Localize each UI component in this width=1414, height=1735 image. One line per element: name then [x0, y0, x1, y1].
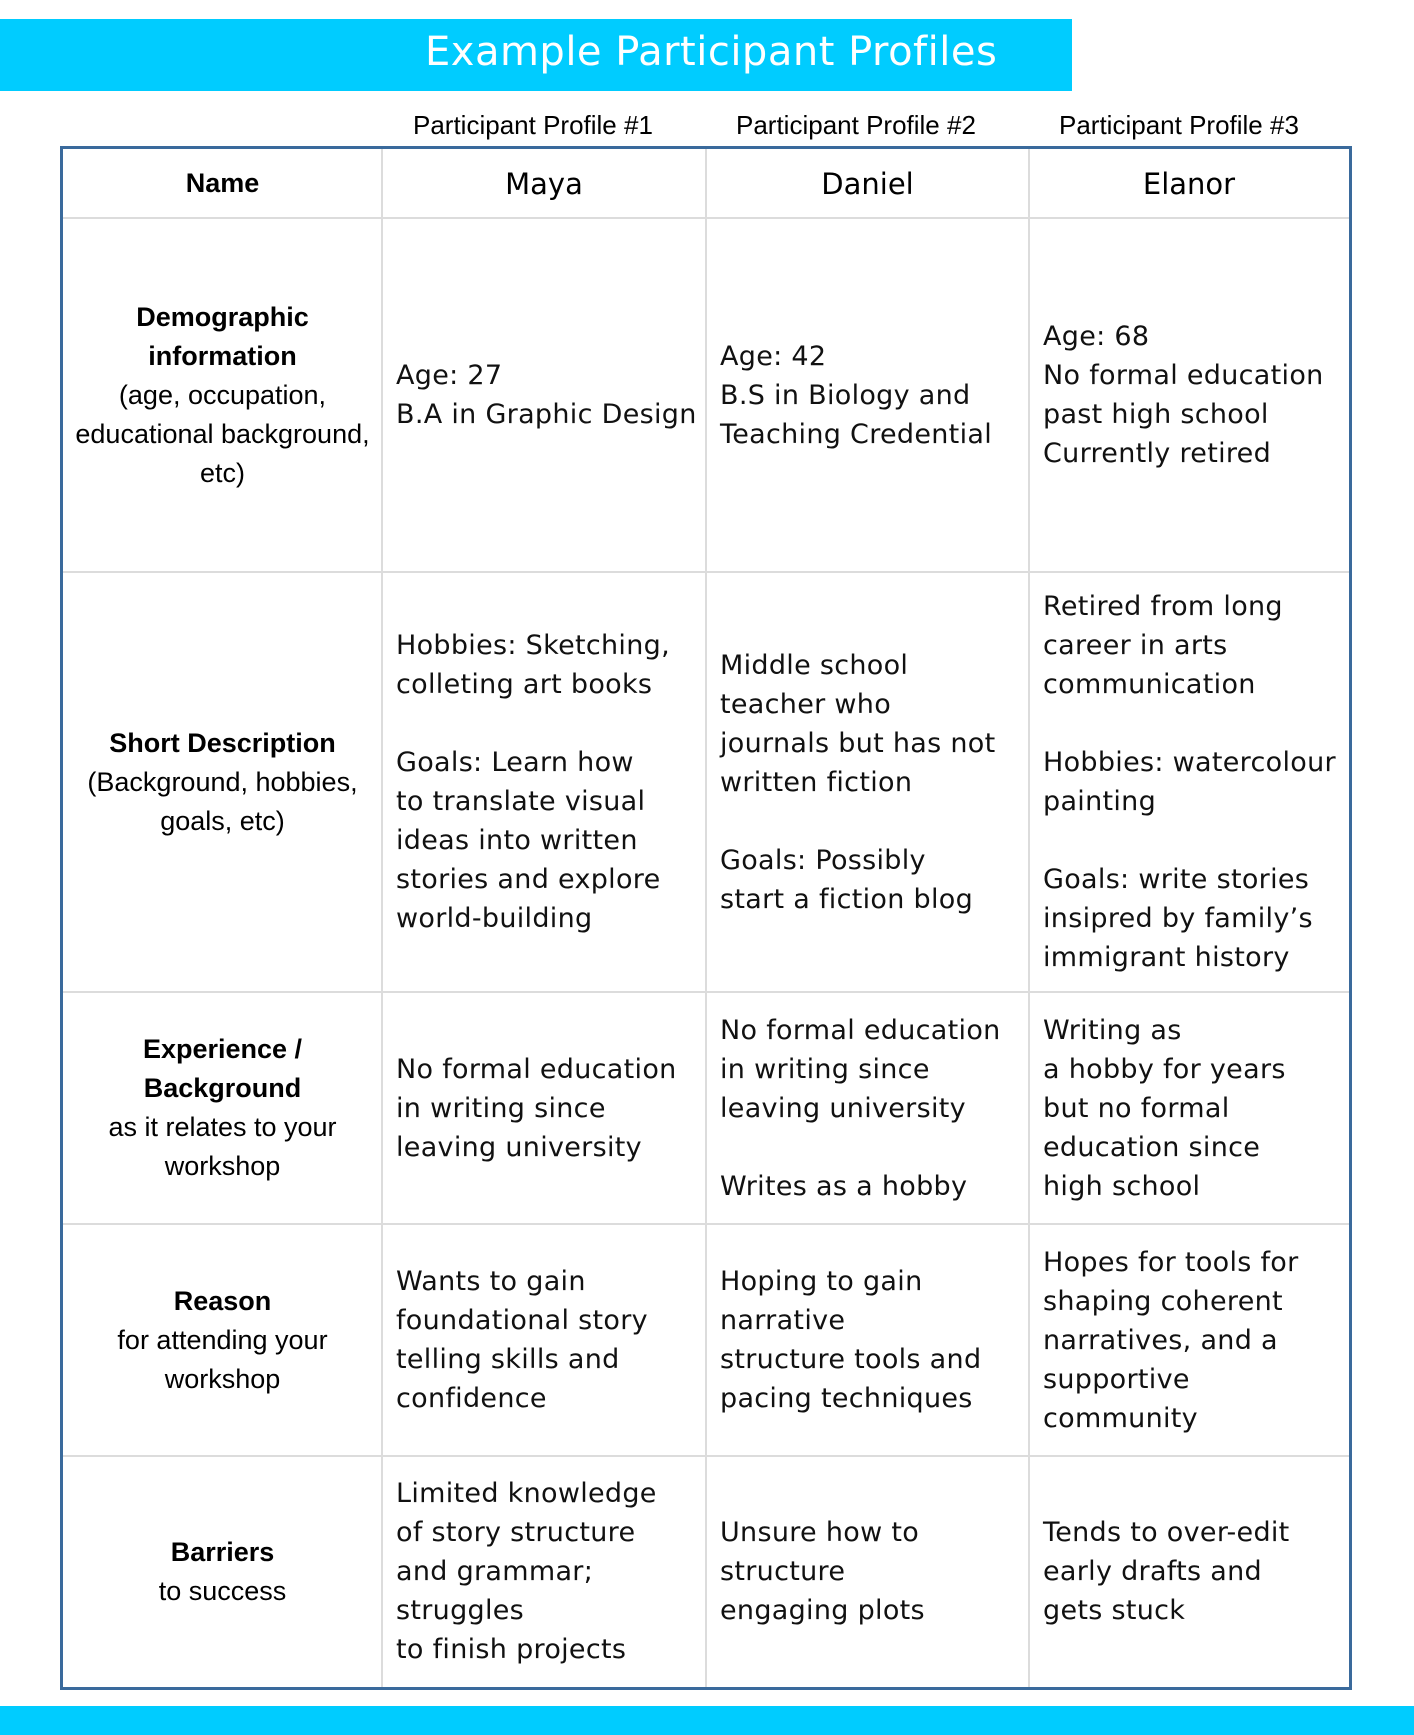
row-label-subtitle: as it relates to your workshop	[108, 1112, 337, 1181]
profile-cell-experience-background-3: Writing as a hobby for years but no formal education since high school	[1043, 1014, 1286, 1202]
profile-cell-demographic-information-3: Age: 68 No formal education past high school Currently retired	[1043, 321, 1324, 469]
row-label-title: Name	[185, 168, 260, 198]
row-label-title: Demographic information	[136, 301, 309, 371]
page-title: Example Participant Profiles	[425, 29, 998, 75]
profile-cell-barriers-to-success-1: Limited knowledge of story structure and grammar; struggles to finish projects	[396, 1478, 657, 1665]
column-header-profile-1: Participant Profile #1	[413, 110, 653, 140]
row-label-subtitle: (age, occupation, educational background, etc)	[75, 379, 370, 488]
profile-cell-experience-background-1: No formal education in writing since leaving university	[396, 1053, 677, 1163]
row-label-experience-background	[63, 992, 382, 1224]
profile-cell-experience-background-2: No formal education in writing since leaving university Writes as a hobby	[720, 1014, 1001, 1202]
row-label-title: Barriers	[170, 1536, 275, 1567]
title-banner	[0, 19, 1072, 91]
profile-cell-short-description-3: Retired from long career in arts communication Hobbies: watercolour painting Goals: write stories insipred by family’s immigrant history	[1043, 591, 1336, 973]
row-label-title: Reason	[173, 1285, 272, 1316]
row-label-short-description	[63, 572, 382, 992]
profile-cell-barriers-to-success-3: Tends to over-edit early drafts and gets stuck	[1043, 1517, 1290, 1626]
row-label-subtitle: (Background, hobbies, goals, etc)	[87, 766, 358, 836]
row-label-demographic-information	[63, 218, 382, 572]
participant-name-1: Maya	[505, 166, 583, 201]
participant-name-3: Elanor	[1142, 166, 1236, 201]
row-label-subtitle: for attending your workshop	[117, 1324, 328, 1394]
participant-name-2: Daniel	[821, 166, 914, 201]
footer-band	[0, 1706, 1414, 1735]
profile-cell-reason-for-attending-1: Wants to gain foundational story telling skills and confidence	[396, 1266, 648, 1414]
row-label-subtitle: to success	[158, 1575, 287, 1606]
profile-cell-reason-for-attending-3: Hopes for tools for shaping coherent narratives, and a supportive community	[1043, 1246, 1299, 1434]
row-label-barriers-to-success	[63, 1456, 382, 1687]
profile-cell-demographic-information-1: Age: 27 B.A in Graphic Design	[396, 360, 697, 430]
profile-cell-short-description-2: Middle school teacher who journals but has not written fiction Goals: Possibly start a fiction blog	[720, 649, 996, 915]
row-label-reason-for-attending	[63, 1224, 382, 1456]
row-label-title: Short Description	[109, 727, 336, 758]
profiles-table	[60, 146, 1352, 1690]
column-header-profile-2: Participant Profile #2	[736, 110, 976, 140]
profile-cell-short-description-1: Hobbies: Sketching, colleting art books Goals: Learn how to translate visual ideas into written stories and explore world-building	[396, 630, 670, 934]
profile-cell-barriers-to-success-2: Unsure how to structure engaging plots	[720, 1517, 925, 1626]
column-header-profile-3: Participant Profile #3	[1059, 110, 1299, 140]
profile-cell-demographic-information-2: Age: 42 B.S in Biology and Teaching Credential	[720, 340, 993, 450]
profile-cell-reason-for-attending-2: Hoping to gain narrative structure tools and pacing techniques	[720, 1266, 982, 1414]
row-label-title: Experience / Background	[142, 1034, 303, 1103]
row-label-name	[63, 149, 382, 218]
